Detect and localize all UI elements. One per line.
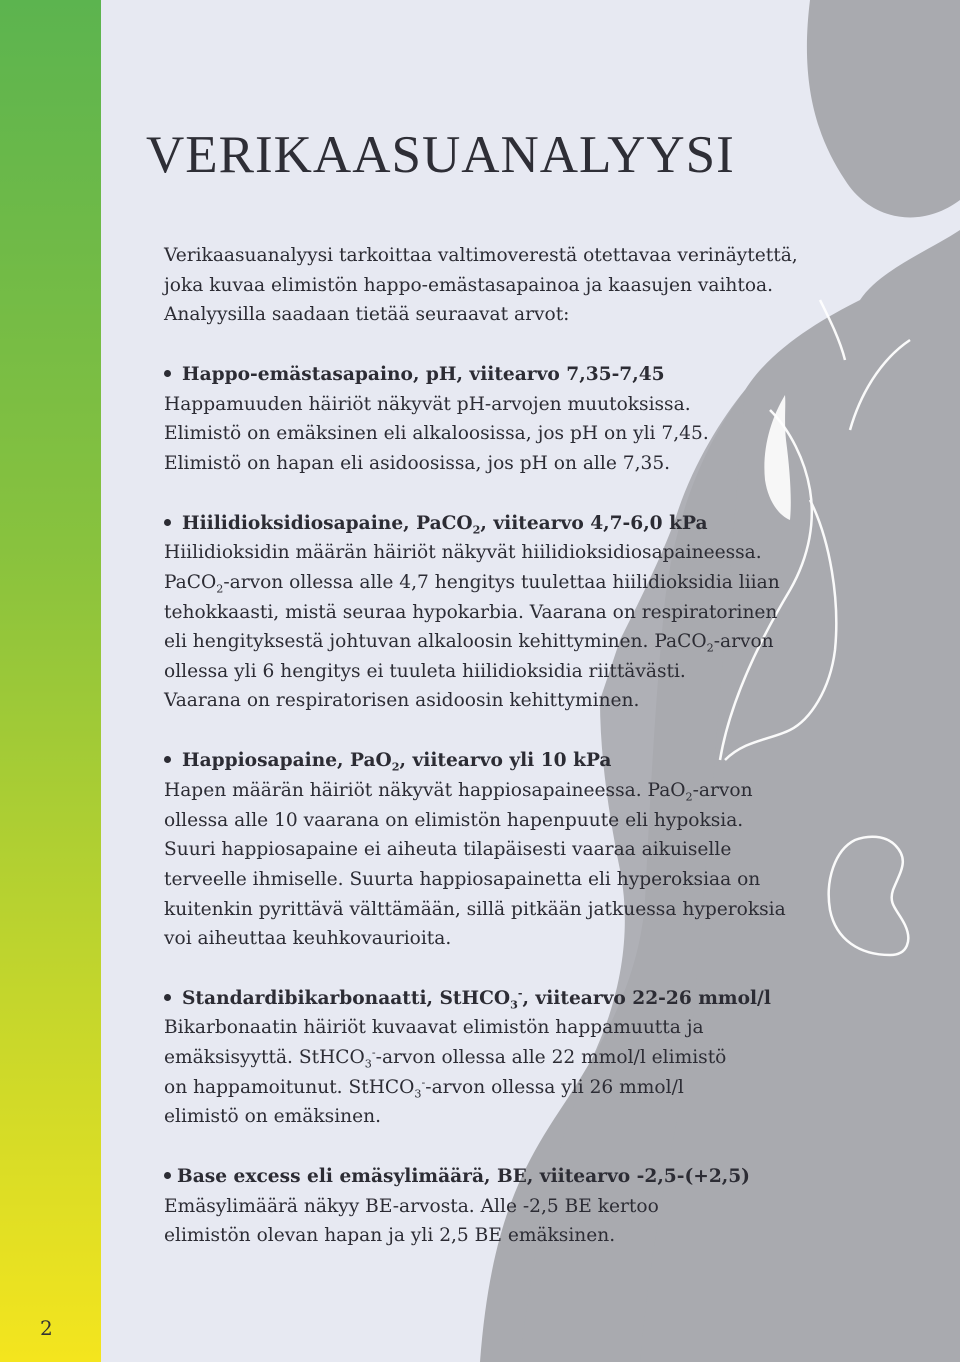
intro-line: joka kuvaa elimistön happo-emästasapainoa ja kaasujen vaihtoa. — [164, 275, 774, 296]
subscript: 2 — [706, 641, 714, 655]
bullet-dot — [164, 756, 171, 763]
section-line: Bikarbonaatin häiriöt kuvaavat elimistön happamuutta ja — [164, 1017, 704, 1038]
heading-text: , viitearvo 22-26 mmol/l — [522, 988, 771, 1009]
page-title: VERIKAASUANALYYSI — [146, 126, 735, 184]
section-heading — [164, 360, 665, 390]
color-gradient-strip — [0, 0, 101, 1362]
heading-text: Happo-emästasapaino, pH, viitearvo 7,35-7,45 — [182, 364, 665, 385]
section-line: voi aiheuttaa keuhkovaurioita. — [164, 928, 452, 949]
subscript: 2 — [391, 760, 400, 774]
section-line — [164, 627, 774, 657]
section-line: terveelle ihmiselle. Suurta happiosapainetta eli hyperoksiaa on — [164, 869, 761, 890]
section-line: ollessa alle 10 vaarana on elimistön hapenpuute eli hypoksia. — [164, 810, 744, 831]
subscript: 3 — [364, 1057, 372, 1071]
intro-line: Analyysilla saadaan tietää seuraavat arvot: — [164, 304, 570, 325]
page-number: 2 — [40, 1316, 53, 1340]
line-text: on happamoitunut. StHCO — [164, 1077, 415, 1098]
section-line: Vaarana on respiratorisen asidoosin kehittyminen. — [164, 690, 640, 711]
bullet-dot — [164, 1172, 171, 1179]
section-line: Elimistö on hapan eli asidoosissa, jos pH on alle 7,35. — [164, 453, 671, 474]
intro-line: Verikaasuanalyysi tarkoittaa valtimoverestä otettavaa verinäytettä, — [164, 245, 798, 266]
subscript: 3 — [414, 1087, 422, 1101]
section-line — [164, 776, 753, 806]
section-line — [164, 568, 780, 598]
section-line — [164, 1073, 684, 1103]
section-heading — [164, 746, 612, 776]
subscript: 2 — [472, 523, 481, 537]
line-text: PaCO — [164, 572, 217, 593]
section-heading — [164, 509, 708, 539]
heading-text: Hiilidioksidiosapaine, PaCO — [182, 513, 473, 534]
section-line: elimistö on emäksinen. — [164, 1106, 382, 1127]
bullet-dot — [164, 994, 171, 1001]
section-line — [164, 1043, 726, 1073]
bullet-dot — [164, 370, 171, 377]
section-line: Hiilidioksidin määrän häiriöt näkyvät hiilidioksidiosapaineessa. — [164, 542, 762, 563]
subscript: 2 — [685, 790, 693, 804]
section-line: Suuri happiosapaine ei aiheuta tilapäisesti vaaraa aikuiselle — [164, 839, 732, 860]
section-line: kuitenkin pyrittävä välttämään, sillä pitkään jatkuessa hyperoksia — [164, 899, 786, 920]
superscript: - — [421, 1075, 426, 1089]
heading-text: Standardibikarbonaatti, StHCO — [182, 988, 511, 1009]
heading-text: Base excess eli emäsylimäärä, BE, viitearvo -2,5-(+2,5) — [177, 1166, 750, 1187]
line-text: emäksisyyttä. StHCO — [164, 1047, 365, 1068]
bullet-dot — [164, 519, 171, 526]
superscript: - — [517, 986, 523, 1000]
heading-text: , viitearvo 4,7-6,0 kPa — [480, 513, 708, 534]
heading-text: Happiosapaine, PaO — [182, 750, 392, 771]
section-line: ollessa yli 6 hengitys ei tuuleta hiilidioksidia riittävästi. — [164, 661, 686, 682]
heading-text: , viitearvo yli 10 kPa — [399, 750, 612, 771]
subscript: 3 — [510, 998, 518, 1012]
section-line: elimistön olevan hapan ja yli 2,5 BE emäksinen. — [164, 1225, 616, 1246]
section-line: Elimistö on emäksinen eli alkaloosissa, jos pH on yli 7,45. — [164, 423, 709, 444]
section-line: Emäsylimäärä näkyy BE-arvosta. Alle -2,5 BE kertoo — [164, 1196, 659, 1217]
section-line: tehokkaasti, mistä seuraa hypokarbia. Vaarana on respiratorinen — [164, 602, 778, 623]
section-heading — [164, 1162, 750, 1192]
superscript: - — [371, 1045, 376, 1059]
line-text: -arvon ollessa alle 4,7 hengitys tuulettaa hiilidioksidia liian — [223, 572, 780, 593]
line-text: -arvon — [692, 780, 753, 801]
subscript: 2 — [216, 582, 224, 596]
line-text: Hapen määrän häiriöt näkyvät happiosapaineessa. PaO — [164, 780, 686, 801]
line-text: -arvon ollessa yli 26 mmol/l — [425, 1077, 684, 1098]
line-text: -arvon — [713, 631, 774, 652]
line-text: eli hengityksestä johtuvan alkaloosin kehittyminen. PaCO — [164, 631, 707, 652]
line-text: -arvon ollessa alle 22 mmol/l elimistö — [375, 1047, 727, 1068]
section-heading — [164, 984, 771, 1014]
section-line: Happamuuden häiriöt näkyvät pH-arvojen muutoksissa. — [164, 394, 691, 415]
